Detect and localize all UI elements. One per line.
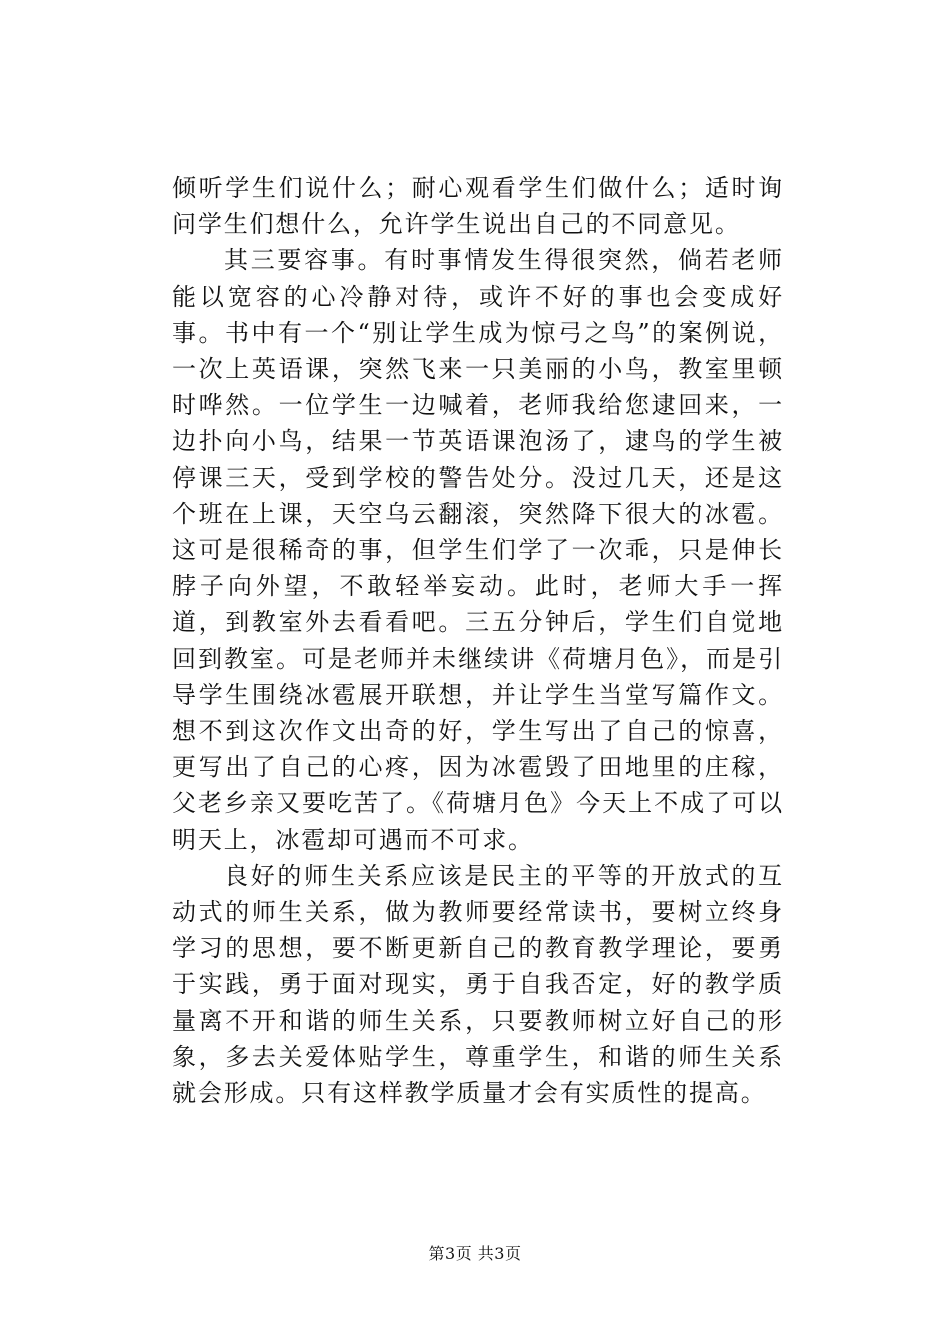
paragraph-1: 倾听学生们说什么；耐心观看学生们做什么；适时询问学生们想什么，允许学生说出自己的不同意见。 (172, 174, 784, 239)
paragraph-2: 其三要容事。有时事情发生得很突然，倘若老师能以宽容的心冷静对待，或许不好的事也会变成好事。书中有一个“别让学生成为惊弓之鸟”的案例说，一次上英语课，突然飞来一只美丽的小鸟，教室里顿时哗然。一位学生一边喊着，老师我给您逮回来，一边扑向小鸟，结果一节英语课泡汤了，逮鸟的学生被停课三天，受到学校的警告处分。没过几天，还是这个班在上课，天空乌云翻滚，突然降下很大的冰雹。这可是很稀奇的事，但学生们学了一次乖，只是伸长脖子向外望，不敢轻举妄动。此时，老师大手一挥道，到教室外去看看吧。三五分钟后，学生们自觉地回到教室。可是老师并未继续讲《荷塘月色》，而是引导学生围绕冰雹展开联想，并让学生当堂写篇作文。想不到这次作文出奇的好，学生写出了自己的惊喜，更写出了自己的心疼，因为冰雹毁了田地里的庄稼，父老乡亲又要吃苦了。《荷塘月色》今天上不成了可以明天上，冰雹却可遇而不可求。 (172, 246, 784, 854)
document-body (172, 170, 784, 1111)
paragraph-3: 良好的师生关系应该是民主的平等的开放式的互动式的师生关系，做为教师要经常读书，要树立终身学习的思想，要不断更新自己的教育教学理论，要勇于实践，勇于面对现实，勇于自我否定，好的教学质量离不开和谐的师生关系，只要教师树立好自己的形象，多去关爱体贴学生，尊重学生，和谐的师生关系就会形成。只有这样教学质量才会有实质性的提高。 (172, 861, 784, 1108)
page-number-footer: 第3页 共3页 (428, 1244, 522, 1263)
